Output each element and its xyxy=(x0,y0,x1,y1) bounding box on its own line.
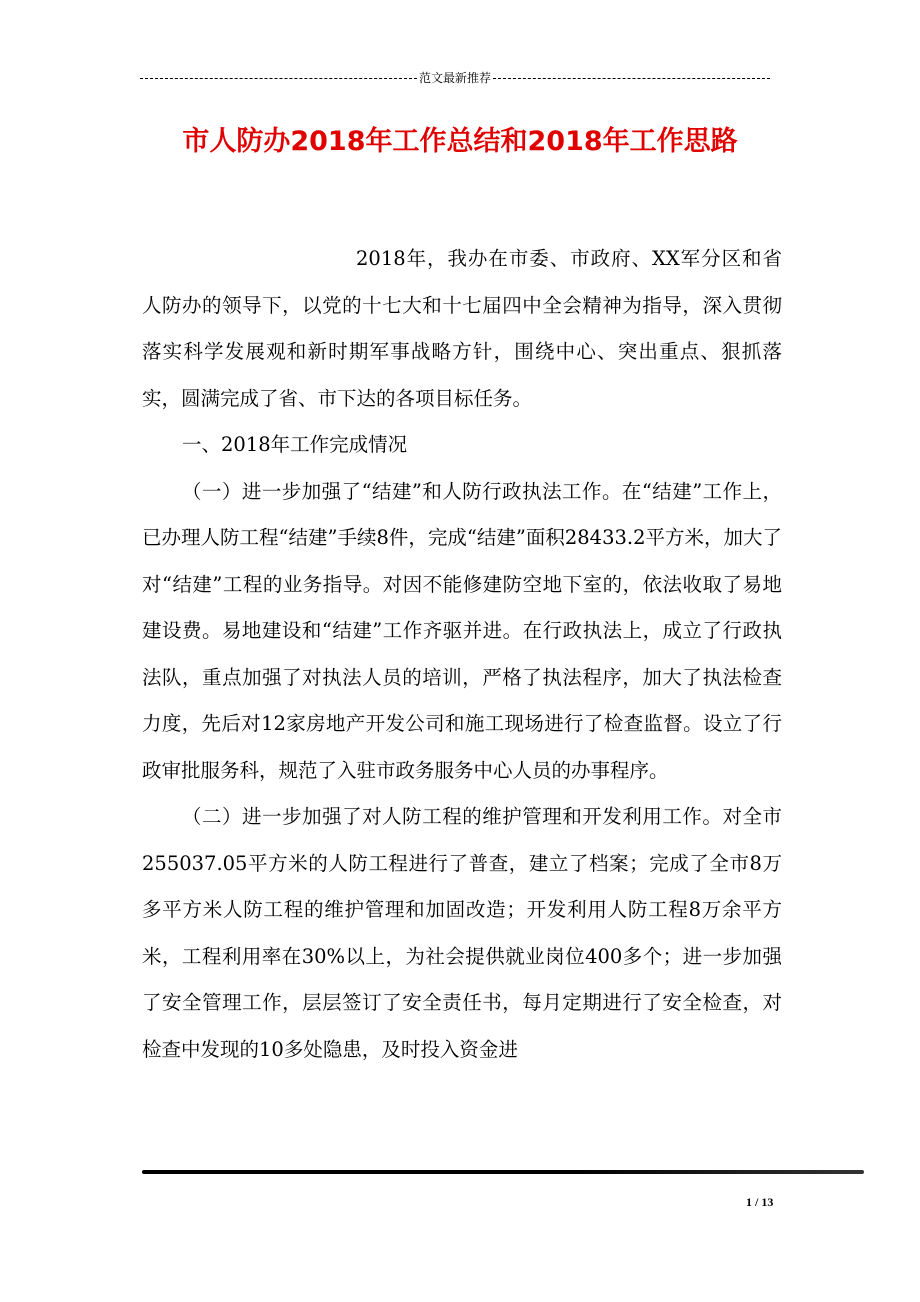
header-dash-left xyxy=(140,78,417,79)
page-number: 1 / 13 xyxy=(746,1195,774,1209)
paragraph-intro: 2018年，我办在市委、市政府、XX军分区和省人防办的领导下，以党的十七大和十七届四中全会精神为指导，深入贯彻落实科学发展观和新时期军事战略方针，围绕中心、突出重点、狠抓落实，圆满完成了省、市下达的各项目标任务。 xyxy=(142,247,782,410)
document-body xyxy=(142,236,782,1073)
header-dash-right xyxy=(493,78,770,79)
document-title: 市人防办2018年工作总结和2018年工作思路 xyxy=(182,126,738,157)
header-label: 范文最新推荐 xyxy=(419,71,492,85)
paragraph-section-2: （二）进一步加强了对人防工程的维护管理和开发利用工作。对全市255037.05平方米的人防工程进行了普查，建立了档案；完成了全市8万多平方米人防工程的维护管理和加固改造；开发利用人防工程8万余平方米，工程利用率在30%以上，为社会提供就业岗位400多个；进一步加强了安全管理工作，层层签订了安全责任书，每月定期进行了安全检查，对检查中发现的10多处隐患，及时投入资金进 xyxy=(142,805,782,1061)
page-header xyxy=(140,70,770,86)
section-heading: 一、2018年工作完成情况 xyxy=(182,433,408,456)
paragraph-section-1: （一）进一步加强了“结建”和人防行政执法工作。在“结建”工作上，已办理人防工程“结建”手续8件，完成“结建”面积28433.2平方米，加大了对“结建”工程的业务指导。对因不能修建防空地下室的，依法收取了易地建设费。易地建设和“结建”工作齐驱并进。在行政执法上，成立了行政执法队，重点加强了对执法人员的培训，严格了执法程序，加大了执法检查力度，先后对12家房地产开发公司和施工现场进行了检查监督。设立了行政审批服务科，规范了入驻市政务服务中心人员的办事程序。 xyxy=(142,479,782,782)
footer-divider xyxy=(142,1170,864,1174)
